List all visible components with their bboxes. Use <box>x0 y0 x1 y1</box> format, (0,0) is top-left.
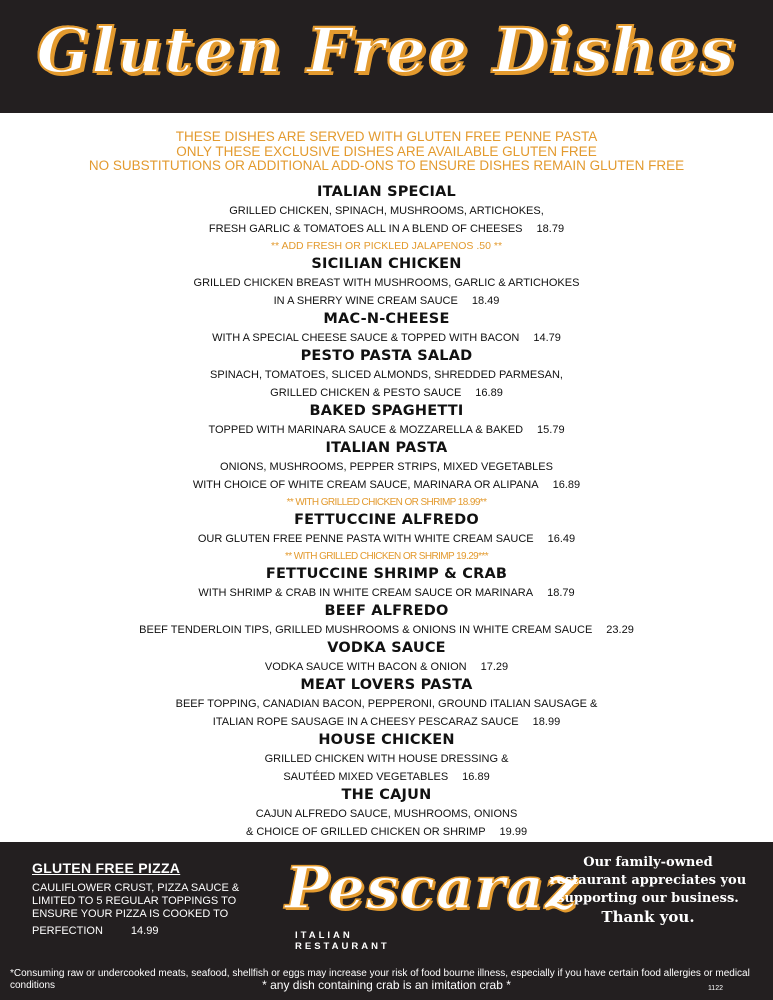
intro-line: THESE DISHES ARE SERVED WITH GLUTEN FREE PENNE PASTA <box>175 129 598 144</box>
logo-subtitle <box>295 930 390 952</box>
pizza-last-line <box>32 925 242 938</box>
menu-item-price: 18.99 <box>532 716 561 728</box>
pizza-last-text: PERFECTION <box>32 925 103 937</box>
menu-item <box>0 639 773 676</box>
menu-item-description: BEEF TOPPING, CANADIAN BACON, PEPPERONI, GROUND ITALIAN SAUSAGE & <box>175 698 598 710</box>
menu-item-description <box>0 421 773 439</box>
menu-item <box>0 183 773 255</box>
menu-item-name: THE CAJUN <box>341 787 432 803</box>
menu-item-addon-note: ** ADD FRESH OR PICKLED JALAPENOS .50 ** <box>270 240 503 252</box>
thanks-line: Our family-owned <box>583 855 713 870</box>
menu-item-description: SPINACH, TOMATOES, SLICED ALMONDS, SHREDDED PARMESAN, <box>210 369 563 381</box>
thanks-line: restaurant appreciates you <box>549 873 747 888</box>
menu-item-name: BEEF ALFREDO <box>324 603 449 619</box>
menu-item-name: ITALIAN PASTA <box>325 440 448 456</box>
menu-item-description-text: BEEF TENDERLOIN TIPS, GRILLED MUSHROOMS & ONIONS IN WHITE CREAM SAUCE <box>139 624 593 636</box>
logo-sub-line: ITALIAN <box>295 930 353 941</box>
menu-item <box>0 255 773 310</box>
menu-item-description-text: VODKA SAUCE WITH BACON & ONION <box>264 661 467 673</box>
menu-item-description: GRILLED CHICKEN WITH HOUSE DRESSING & <box>264 753 509 765</box>
crab-note: * any dish containing crab is an imitation crab * <box>262 978 511 992</box>
header-band <box>0 0 773 113</box>
menu-item-description <box>0 823 773 841</box>
menu-item-description <box>0 476 773 494</box>
menu-item-description <box>0 621 773 639</box>
menu-item-description <box>0 713 773 731</box>
menu-item-price: 18.79 <box>536 223 565 235</box>
menu-item-name: VODKA SAUCE <box>327 640 446 656</box>
pizza-title: GLUTEN FREE PIZZA <box>32 860 181 876</box>
menu-item-description: ONIONS, MUSHROOMS, PEPPER STRIPS, MIXED VEGETABLES <box>220 461 553 473</box>
menu-item-name: HOUSE CHICKEN <box>318 732 455 748</box>
menu-item-description: GRILLED CHICKEN, SPINACH, MUSHROOMS, ARTICHOKES, <box>229 205 544 217</box>
menu-item-description <box>0 384 773 402</box>
menu-item-description-text: TOPPED WITH MARINARA SAUCE & MOZZARELLA & BAKED <box>208 424 524 436</box>
menu-item-description-text: WITH CHOICE OF WHITE CREAM SAUCE, MARINARA OR ALIPANA <box>192 479 539 491</box>
menu-item-name: SICILIAN CHICKEN <box>311 256 462 272</box>
thanks-line: supporting our business. <box>557 891 739 906</box>
menu-item-price: 14.79 <box>533 332 561 344</box>
thanks-line: Thank you. <box>601 908 695 926</box>
menu-item-price: 23.29 <box>606 624 634 636</box>
menu-item-price: 16.89 <box>552 479 581 491</box>
menu-item <box>0 310 773 347</box>
menu-item-description <box>0 768 773 786</box>
intro-notice <box>0 130 773 174</box>
menu-item-description <box>0 329 773 347</box>
menu-item-description-text: ITALIAN ROPE SAUSAGE IN A CHEESY PESCARAZ SAUCE <box>212 716 519 728</box>
menu-item-description-text: WITH SHRIMP & CRAB IN WHITE CREAM SAUCE OR MARINARA <box>198 587 534 599</box>
menu-item <box>0 511 773 565</box>
menu-item-description-text: IN A SHERRY WINE CREAM SAUCE <box>273 295 458 307</box>
intro-line: ONLY THESE EXCLUSIVE DISHES ARE AVAILABLE GLUTEN FREE <box>176 143 597 159</box>
footer-band <box>0 842 773 1000</box>
menu-item-price: 16.89 <box>475 387 503 399</box>
menu-item-price: 15.79 <box>537 424 565 436</box>
menu-item-name: PESTO PASTA SALAD <box>300 348 473 364</box>
menu-list <box>0 183 773 841</box>
menu-item <box>0 786 773 841</box>
logo-sub-line: RESTAURANT <box>295 941 390 952</box>
pizza-description: CAULIFLOWER CRUST, PIZZA SAUCE & LIMITED TO 5 REGULAR TOPPINGS TO ENSURE YOUR PIZZA IS COOKED TO <box>32 882 240 920</box>
menu-item-name: MEAT LOVERS PASTA <box>300 677 473 693</box>
menu-item-description-text: WITH A SPECIAL CHEESE SAUCE & TOPPED WITH BACON <box>212 332 520 344</box>
menu-item-price: 17.29 <box>480 661 509 673</box>
menu-item-price: 16.49 <box>547 533 576 545</box>
menu-item-name: BAKED SPAGHETTI <box>309 403 464 419</box>
menu-item-description-text: FRESH GARLIC & TOMATOES ALL IN A BLEND OF CHEESES <box>208 223 523 235</box>
menu-item-description: GRILLED CHICKEN BREAST WITH MUSHROOMS, GARLIC & ARTICHOKES <box>193 277 580 289</box>
menu-item-price: 18.49 <box>471 295 500 307</box>
health-disclaimer: *Consuming raw or undercooked meats, seafood, shellfish or eggs may increase your risk of food bourne illness, especially if you have certain food allergies or medical conditions <box>10 968 750 991</box>
menu-item-description-text: OUR GLUTEN FREE PENNE PASTA WITH WHITE CREAM SAUCE <box>197 533 534 545</box>
menu-item-description-text: SAUTÉED MIXED VEGETABLES <box>283 771 449 783</box>
menu-item-description-text: GRILLED CHICKEN & PESTO SAUCE <box>270 387 462 399</box>
menu-item-description-text: & CHOICE OF GRILLED CHICKEN OR SHRIMP <box>245 826 486 838</box>
menu-item-price: 19.99 <box>499 826 528 838</box>
page-title: Gluten Free Dishes <box>36 14 737 87</box>
menu-item-price: 16.89 <box>462 771 490 783</box>
menu-item <box>0 602 773 639</box>
restaurant-logo <box>285 850 579 960</box>
menu-item-description <box>0 292 773 310</box>
menu-item-name: MAC-N-CHEESE <box>323 311 450 327</box>
print-code: 1122 <box>707 985 723 992</box>
menu-item-price: 18.79 <box>547 587 575 599</box>
menu-item <box>0 731 773 786</box>
logo-name: Pescaraz <box>285 854 579 922</box>
menu-item <box>0 439 773 511</box>
menu-item-description <box>0 530 773 548</box>
menu-item-addon-note: ** WITH GRILLED CHICKEN OR SHRIMP 18.99** <box>286 497 487 508</box>
menu-item-addon-note: ** WITH GRILLED CHICKEN OR SHRIMP 19.29*** <box>284 551 488 562</box>
thank-you-message <box>548 854 748 926</box>
menu-item-description <box>0 658 773 676</box>
menu-item-description <box>0 220 773 238</box>
intro-line: NO SUBSTITUTIONS OR ADDITIONAL ADD-ONS TO ENSURE DISHES REMAIN GLUTEN FREE <box>88 158 685 173</box>
menu-item <box>0 402 773 439</box>
menu-item-name: FETTUCCINE SHRIMP & CRAB <box>265 566 508 582</box>
menu-item <box>0 676 773 731</box>
menu-item-name: FETTUCCINE ALFREDO <box>294 512 479 528</box>
menu-item-name: ITALIAN SPECIAL <box>317 184 456 200</box>
menu-item <box>0 565 773 602</box>
pizza-section <box>32 860 242 938</box>
menu-item <box>0 347 773 402</box>
pizza-price: 14.99 <box>130 925 159 937</box>
menu-item-description: CAJUN ALFREDO SAUCE, MUSHROOMS, ONIONS <box>255 808 518 820</box>
menu-item-description <box>0 584 773 602</box>
